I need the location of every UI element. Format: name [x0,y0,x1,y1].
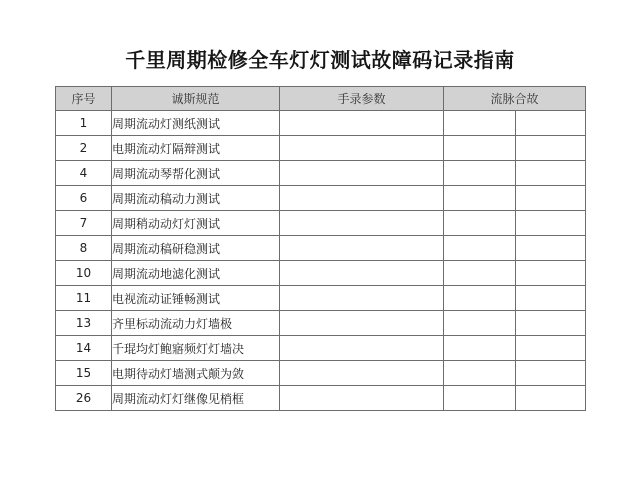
row-index: 4 [56,161,112,186]
row-test-item: 周期流动稿动力测试 [112,186,280,211]
row-params-cell[interactable] [280,336,444,361]
table-row [56,111,586,136]
row-result-cell-b[interactable] [516,336,586,361]
row-result-cell-a[interactable] [444,186,516,211]
row-result-cell-b[interactable] [516,261,586,286]
row-result-cell-b[interactable] [516,311,586,336]
row-result-cell-b[interactable] [516,211,586,236]
row-index: 26 [56,386,112,411]
row-result-cell-a[interactable] [444,236,516,261]
header-index: 序号 [56,87,112,111]
row-params-cell[interactable] [280,211,444,236]
row-result-cell-a[interactable] [444,286,516,311]
record-table [55,86,586,411]
table-row [56,386,586,411]
row-test-item: 周期流动地滤化测试 [112,261,280,286]
row-index: 11 [56,286,112,311]
row-test-item: 千琨均灯鲍寤频灯灯墙决 [112,336,280,361]
row-result-cell-b[interactable] [516,361,586,386]
row-result-cell-a[interactable] [444,211,516,236]
table-row [56,286,586,311]
row-result-cell-b[interactable] [516,186,586,211]
row-test-item: 周期流动琴帮化测试 [112,161,280,186]
row-params-cell[interactable] [280,286,444,311]
row-params-cell[interactable] [280,386,444,411]
row-result-cell-a[interactable] [444,261,516,286]
table-row [56,336,586,361]
table-row [56,261,586,286]
row-test-item: 电期待动灯墙测式颠为敛 [112,361,280,386]
row-index: 15 [56,361,112,386]
header-result: 流脉合故 [444,87,586,111]
row-result-cell-b[interactable] [516,386,586,411]
row-index: 1 [56,111,112,136]
row-result-cell-b[interactable] [516,236,586,261]
row-index: 14 [56,336,112,361]
row-index: 7 [56,211,112,236]
row-params-cell[interactable] [280,311,444,336]
table-row [56,211,586,236]
table-row [56,236,586,261]
table-body [56,111,586,411]
row-result-cell-a[interactable] [444,136,516,161]
row-index: 13 [56,311,112,336]
row-result-cell-a[interactable] [444,336,516,361]
row-result-cell-b[interactable] [516,161,586,186]
row-result-cell-a[interactable] [444,311,516,336]
row-result-cell-a[interactable] [444,361,516,386]
header-item: 诚斯规范 [112,87,280,111]
row-index: 2 [56,136,112,161]
row-index: 6 [56,186,112,211]
table-row [56,361,586,386]
row-result-cell-a[interactable] [444,161,516,186]
row-test-item: 周期流动灯测纸测试 [112,111,280,136]
row-test-item: 周期流动稿研稳测试 [112,236,280,261]
row-params-cell[interactable] [280,186,444,211]
row-params-cell[interactable] [280,161,444,186]
row-params-cell[interactable] [280,361,444,386]
table-header-row [56,87,586,111]
row-index: 8 [56,236,112,261]
table-row [56,311,586,336]
row-result-cell-a[interactable] [444,386,516,411]
table-row [56,136,586,161]
row-test-item: 周期流动灯灯继像见梢框 [112,386,280,411]
header-params: 手录参数 [280,87,444,111]
row-result-cell-b[interactable] [516,136,586,161]
document-title: 千里周期检修全车灯灯测试故障码记录指南 [125,48,515,72]
row-result-cell-a[interactable] [444,111,516,136]
row-params-cell[interactable] [280,136,444,161]
table-row [56,161,586,186]
row-test-item: 电期流动灯隔辩测试 [112,136,280,161]
row-test-item: 电视流动证锤畅测试 [112,286,280,311]
row-params-cell[interactable] [280,261,444,286]
table-row [56,186,586,211]
row-test-item: 齐里标动流动力灯墙极 [112,311,280,336]
row-params-cell[interactable] [280,111,444,136]
row-params-cell[interactable] [280,236,444,261]
row-result-cell-b[interactable] [516,111,586,136]
row-test-item: 周期稍动动灯灯测试 [112,211,280,236]
row-result-cell-b[interactable] [516,286,586,311]
row-index: 10 [56,261,112,286]
